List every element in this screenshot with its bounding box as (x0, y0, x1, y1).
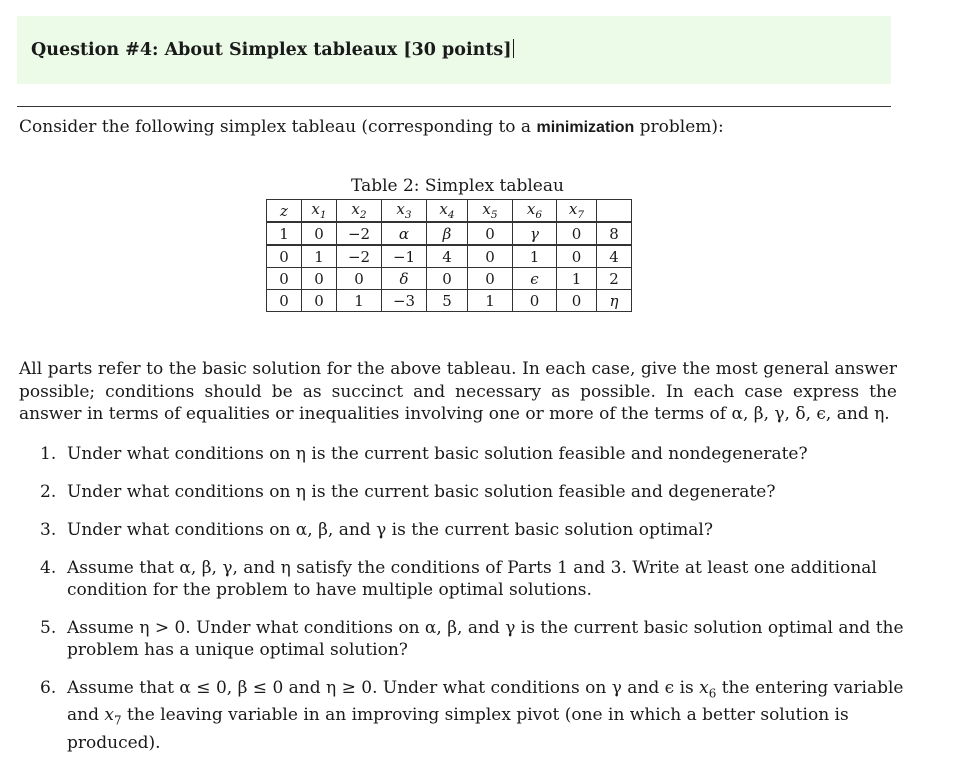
tableau-header-cell: $x_5$ (468, 200, 513, 223)
horizontal-divider (17, 106, 891, 107)
question-number: 5. (40, 618, 57, 638)
question-number: 3. (40, 520, 57, 540)
question-item (40, 481, 904, 503)
question-text: Assume that α ≤ 0, β ≤ 0 and η ≥ 0. Under what conditions on γ and ϵ is $x_6$ the entering variable and $x_7$ the leaving variable in an improving simplex pivot (one in which a better solution is produced). (67, 678, 904, 753)
tableau-cell: 4 (597, 245, 632, 268)
tableau-cell: −2 (337, 245, 382, 268)
tableau-cell: −2 (337, 222, 382, 245)
question-number: 4. (40, 558, 57, 578)
tableau-cell: ϵ (513, 268, 557, 290)
question-title (31, 39, 514, 60)
question-text: Assume that α, β, γ, and η satisfy the conditions of Parts 1 and 3. Write at least one additional condition for the problem to have multiple optimal solutions. (67, 558, 877, 600)
tableau-cell: 0 (557, 290, 597, 312)
tableau-cell: δ (382, 268, 427, 290)
tableau-header-cell: $x_1$ (302, 200, 337, 223)
tableau-cell: −1 (382, 245, 427, 268)
tableau-cell: γ (513, 222, 557, 245)
tableau-header-cell: $x_6$ (513, 200, 557, 223)
tableau-cell: 0 (302, 290, 337, 312)
table-caption-text: Table 2: Simplex tableau (351, 176, 564, 196)
question-number: 2. (40, 482, 57, 502)
simplex-tableau (266, 199, 632, 312)
tableau-cell: 0 (267, 245, 302, 268)
question-item (40, 443, 904, 465)
tableau-header-cell: z (267, 200, 302, 223)
tableau-cell: 1 (513, 245, 557, 268)
question-text: Assume η > 0. Under what conditions on α, β, and γ is the current basic solution optimal and the problem has a unique optimal solution? (67, 618, 904, 660)
tableau-header-row (267, 200, 632, 223)
question-list (40, 443, 904, 770)
tableau-cell: β (427, 222, 468, 245)
tableau-cell: 0 (468, 222, 513, 245)
question-item (40, 557, 904, 601)
tableau-cell: 1 (468, 290, 513, 312)
tableau-cell: 1 (267, 222, 302, 245)
intro-text-before: Consider the following simplex tableau (corresponding to a (19, 117, 537, 137)
question-item (40, 519, 904, 541)
tableau-cell: 0 (468, 245, 513, 268)
tableau-cell: η (597, 290, 632, 312)
tableau-header-cell: $x_2$ (337, 200, 382, 223)
tableau-cell: 0 (302, 222, 337, 245)
tableau-cell: −3 (382, 290, 427, 312)
question-text: Under what conditions on η is the current basic solution feasible and degenerate? (67, 482, 776, 502)
tableau-row (267, 245, 632, 268)
tableau-cell: α (382, 222, 427, 245)
tableau-header-cell: $x_7$ (557, 200, 597, 223)
tableau-cell: 0 (468, 268, 513, 290)
tableau-cell: 0 (513, 290, 557, 312)
tableau-cell: 0 (557, 222, 597, 245)
question-number: 1. (40, 444, 57, 464)
question-header-box (17, 16, 891, 84)
tableau-cell: 8 (597, 222, 632, 245)
tableau-cell: 5 (427, 290, 468, 312)
tableau-header-cell: $x_3$ (382, 200, 427, 223)
question-title-text: Question #4: About Simplex tableaux [30 points] (31, 40, 512, 60)
intro-text-after: problem): (634, 117, 724, 137)
table-caption (0, 176, 957, 196)
tableau-cell: 0 (427, 268, 468, 290)
text-cursor (513, 39, 514, 58)
tableau-cell: 1 (337, 290, 382, 312)
intro-sentence (19, 117, 724, 137)
question-item (40, 617, 904, 661)
tableau-cell: 0 (302, 268, 337, 290)
intro-bold-word: minimization (536, 119, 635, 136)
tableau-cell: 0 (267, 268, 302, 290)
question-text: Under what conditions on η is the current basic solution feasible and nondegenerate? (67, 444, 808, 464)
tableau-cell: 2 (597, 268, 632, 290)
tableau-cell: 0 (267, 290, 302, 312)
tableau-cell: 1 (557, 268, 597, 290)
question-number: 6. (40, 678, 57, 698)
instructions-paragraph: All parts refer to the basic solution for the above tableau. In each case, give the most general answer possible; conditions should be as succinct and necessary as possible. In each case express the answer in terms of equalities or inequalities involving one or more of the terms of α, β, γ, δ, ϵ, and η. (19, 359, 897, 424)
tableau-header-cell: $x_4$ (427, 200, 468, 223)
tableau-cell: 4 (427, 245, 468, 268)
tableau-cell: 0 (337, 268, 382, 290)
tableau-header-cell (597, 200, 632, 223)
question-item (40, 677, 904, 754)
tableau-cell: 1 (302, 245, 337, 268)
tableau-row (267, 222, 632, 245)
tableau-cell: 0 (557, 245, 597, 268)
tableau-row (267, 268, 632, 290)
tableau-row (267, 290, 632, 312)
question-text: Under what conditions on α, β, and γ is the current basic solution optimal? (67, 520, 713, 540)
